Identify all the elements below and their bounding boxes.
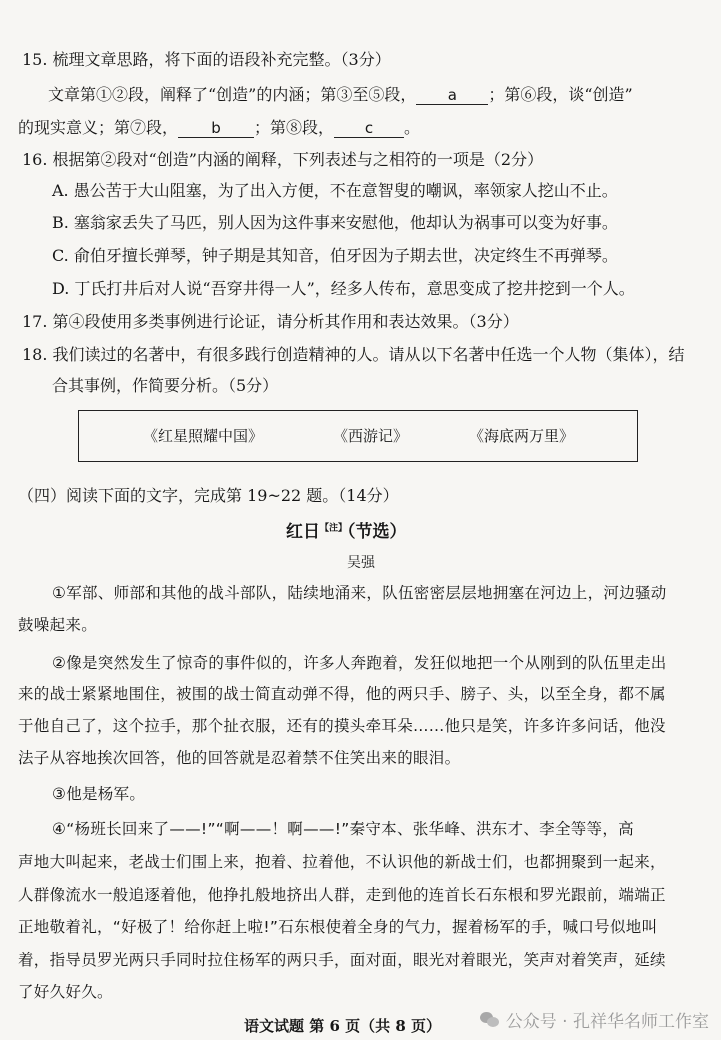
q17-stem: 17. 第④段使用多类事例进行论证，请分析其作用和表达效果。（3分） [22,312,519,331]
q16-option-d: D. 丁氏打井后对人说“吾穿井得一人”，经多人传布，意思变成了挖井挖到一个人。 [52,279,635,298]
blank-c[interactable]: c [334,119,404,138]
passage-title [286,517,407,542]
passage-line: 鼓噪起来。 [18,616,98,634]
book-2: 《西游记》 [333,427,409,445]
passage-line: 着，指导员罗光两只手同时拉住杨军的两只手，面对面，眼光对着眼光，笑声对着笑声，延续 [18,951,666,969]
watermark-text: 公众号 · 孔祥华名师工作室 [505,1012,709,1032]
q15-line2-mid: ；第⑥段，谈“创造” [488,85,633,104]
q16-stem: 16. 根据第②段对“创造”内涵的阐释，下列表述与之相符的一项是（2分） [22,150,544,169]
passage-line: 声地大叫起来，老战士们围上来，抱着、拉着他，不认识他的新战士们，也都拥聚到一起来， [18,853,666,871]
blank-b[interactable]: b [178,119,254,138]
q15-stem: 15. 梳理文章思路，将下面的语段补充完整。（3分） [22,50,391,69]
book-1: 《红星照耀中国》 [143,427,264,445]
q16-option-c: C. 俞伯牙擅长弹琴，钟子期是其知音，伯牙因为子期去世，决定终生不再弹琴。 [52,246,618,265]
page-footer: 语文试题 第 6 页（共 8 页） [244,1017,441,1035]
section-4-heading: （四）阅读下面的文字，完成第 19~22 题。（14分） [18,486,399,505]
q15-line2 [48,84,633,106]
passage-line: ③他是杨军。 [52,785,146,803]
blank-a[interactable]: a [416,86,488,105]
passage-line: ②像是突然发生了惊奇的事件似的，许多人奔跑着，发狂似地把一个从刚到的队伍里走出 [52,654,667,672]
q16-option-b: B. 塞翁家丢失了马匹，别人因为这件事来安慰他，他却认为祸事可以变为好事。 [52,213,618,232]
passage-line: 来的战士紧紧地围住，被围的战士简直动弹不得，他的两只手、膀子、头，以至全身，都不属 [18,685,666,703]
watermark [480,1007,709,1032]
wechat-icon [480,1012,500,1028]
q15-line3-end: 。 [404,118,421,137]
passage-note-mark: 【注】 [320,523,348,534]
q15-line2-text: 文章第①②段，阐释了“创造”的内涵；第③至⑤段， [48,85,417,104]
passage-title-suffix: （节选） [347,522,407,542]
q15-line3 [18,117,420,139]
passage-line: 法子从容地挨次回答，他的回答就是忍着禁不住笑出来的眼泪。 [18,749,461,767]
q18-line1: 18. 我们读过的名著中，有很多践行创造精神的人。请从以下名著中任选一个人物（集体），结 [22,345,685,364]
passage-line: ①军部、师部和其他的战斗部队，陆续地涌来，队伍密密层层地拥塞在河边上，河边骚动 [52,584,667,602]
passage-line: 了好久好久。 [18,983,113,1001]
book-3: 《海底两万里》 [469,427,575,445]
q16-option-a: A. 愚公苦于大山阻塞，为了出入方便，不在意智叟的嘲讽，率领家人挖山不止。 [52,181,618,200]
passage-title-text: 红日 [286,522,320,542]
passage-line: 人群像流水一般追逐着他，他挣扎般地挤出人群，走到他的连首长石东根和罗光跟前，端端正 [18,886,666,904]
passage-line: 于他自己了，这个拉手，那个扯衣服，还有的摸头牵耳朵……他只是笑，许多许多问话，他没 [18,717,666,735]
passage-author: 吴强 [347,555,375,571]
q18-line2: 合其事例，作简要分析。（5分） [52,376,279,395]
passage-line: 正地敬着礼，“好极了！给你赶上啦!”石东根使着全身的气力，握着杨军的手，喊口号似地叫 [18,918,658,936]
q15-line3-mid: ；第⑧段， [254,118,335,137]
passage-line: ④“杨班长回来了——!”“啊——！啊——!”秦守本、张华峰、洪东才、李全等等，高 [52,820,634,838]
q15-line3-text: 的现实意义；第⑦段， [18,118,179,137]
book-list-box [78,410,638,462]
